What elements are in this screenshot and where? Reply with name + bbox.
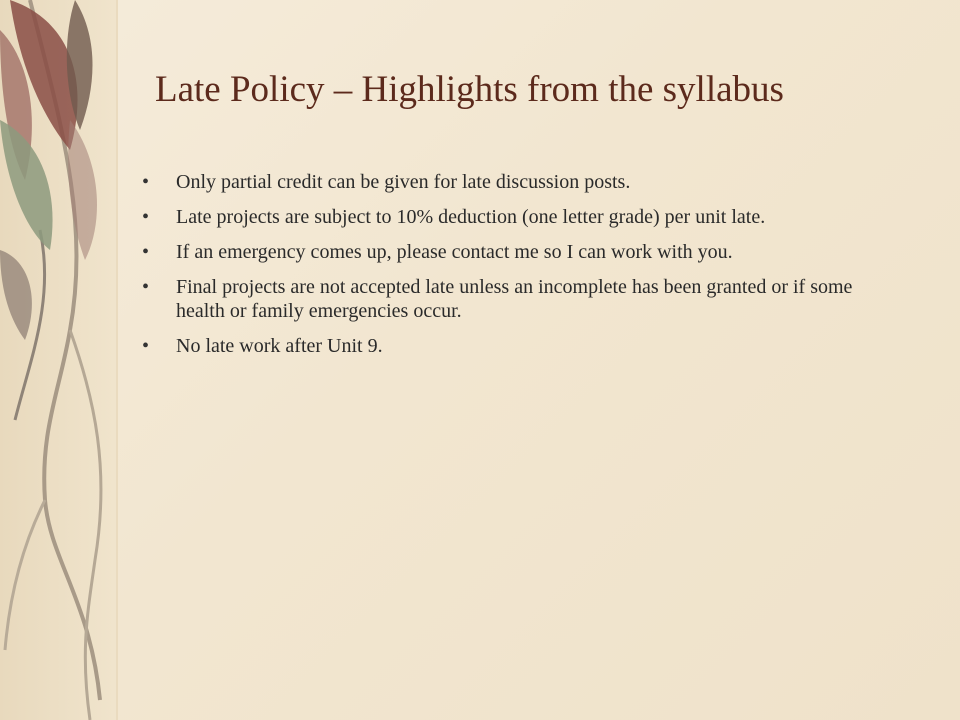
bullet-icon: • (142, 171, 150, 193)
bullet-icon: • (142, 241, 150, 263)
list-item (140, 205, 900, 229)
bullet-text: If an emergency comes up, please contact me so I can work with you. (176, 241, 733, 263)
bullet-text: Final projects are not accepted late unless an incomplete has been granted or if some health or family emergencies occur. (176, 276, 853, 322)
bullet-text: Only partial credit can be given for late discussion posts. (176, 171, 631, 193)
eucalyptus-branch-decoration (0, 0, 140, 720)
slide-title: Late Policy – Highlights from the syllabus (155, 69, 784, 110)
bullet-list (140, 170, 900, 369)
bullet-text: No late work after Unit 9. (176, 335, 383, 357)
bullet-icon: • (142, 335, 150, 357)
list-item (140, 170, 900, 194)
list-item (140, 240, 900, 264)
bullet-text: Late projects are subject to 10% deduction (one letter grade) per unit late. (176, 206, 766, 228)
bullet-icon: • (142, 276, 150, 298)
bullet-icon: • (142, 206, 150, 228)
list-item (140, 334, 900, 358)
list-item (140, 275, 900, 323)
